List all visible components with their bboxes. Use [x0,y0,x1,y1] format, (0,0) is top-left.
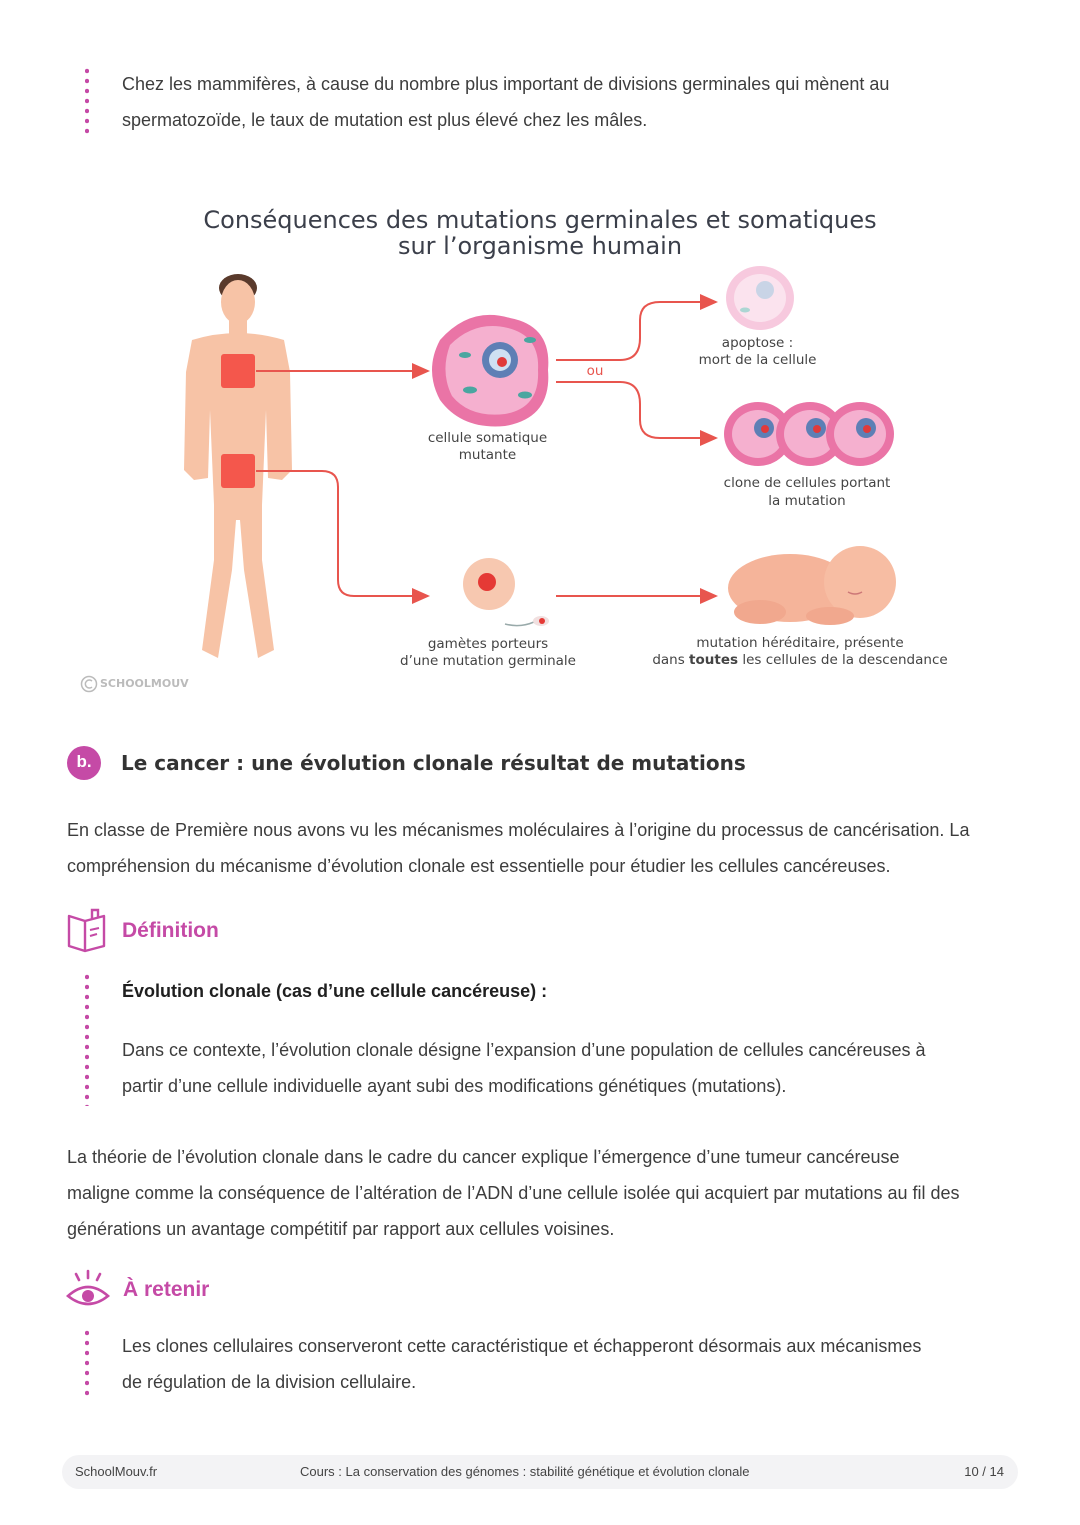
para2-line-1: La théorie de l’évolution clonale dans le cadre du cancer explique l’émergence d’une tumeur cancéreuse [67,1147,900,1167]
copyright-icon [82,677,97,692]
somatic-mutation-marker [221,354,255,388]
book-icon [66,908,108,954]
ou-label: ou [586,363,604,379]
definition-line-1: Dans ce contexte, l’évolution clonale désigne l’expansion d’une population de cellules cancéreuses à [122,1040,926,1060]
apoptosis-cell-illustration [726,266,794,330]
human-body-illustration [184,274,292,658]
definition-term: Évolution clonale (cas d’une cellule cancéreuse) : [122,981,548,1001]
footer-site: SchoolMouv.fr [75,1464,158,1479]
figure-title-line-1: Conséquences des mutations germinales et somatiques [203,206,877,234]
retenir-line-1: Les clones cellulaires conserveront cette caractéristique et échapperont désormais aux mécanismes [122,1336,922,1356]
gametes-label-2: d’une mutation germinale [400,653,576,669]
definition-dots [85,972,89,1106]
retenir-title: À retenir [123,1278,210,1301]
eye-icon [64,1268,112,1312]
hereditary-label-2 [640,652,960,669]
retenir-dots [85,1328,89,1400]
para1-line-2: compréhension du mécanisme d’évolution clonale est essentielle pour étudier les cellules cancéreuses. [67,856,891,876]
clone-cells-illustration [724,402,894,466]
gametes-illustration [463,558,549,626]
clone-label-1: clone de cellules portant [723,475,891,491]
footer-page-number: 10 / 14 [964,1464,1004,1479]
apoptosis-label-1: apoptose : [721,335,794,351]
para1-line-1: En classe de Première nous avons vu les mécanismes moléculaires à l’origine du processus de cancérisation. La [67,820,970,840]
figure-diagram [0,0,1080,720]
hereditary-label-2-pre: dans [652,652,690,668]
arrow-to-clone [556,382,716,438]
page-footer [62,1455,1018,1489]
intro-line-1: Chez les mammifères, à cause du nombre plus important de divisions germinales qui mènent au [122,74,890,94]
somatic-cell-label-2: mutante [458,447,517,463]
figure-title-line-2: sur l’organisme humain [397,232,683,260]
somatic-cell-illustration [432,315,548,427]
section-title: Le cancer : une évolution clonale résultat de mutations [121,751,746,775]
hereditary-label-2-post: les cellules de la descendance [738,652,948,668]
definition-line-2: partir d’une cellule individuelle ayant subi des modifications génétiques (mutations). [122,1076,787,1096]
hereditary-label-2-bold: toutes [689,652,739,668]
hereditary-label-1: mutation héréditaire, présente [696,635,904,651]
somatic-cell-label-1: cellule somatique [427,430,548,446]
copyright-text: SCHOOLMOUV [100,677,189,690]
section-badge: b. [67,746,101,780]
apoptosis-label-2: mort de la cellule [698,352,817,368]
arrow-to-gametes [256,471,428,596]
footer-course: Cours : La conservation des génomes : stabilité génétique et évolution clonale [300,1464,750,1479]
para2-line-3: générations un avantage compétitif par rapport aux cellules voisines. [67,1219,615,1239]
para2-line-2: maligne comme la conséquence de l’altération de l’ADN d’une cellule isolée qui acquiert par mutations au fil des [67,1183,960,1203]
baby-illustration [728,546,896,625]
germinal-mutation-marker [221,454,255,488]
clone-label-2: la mutation [768,493,846,509]
retenir-line-2: de régulation de la division cellulaire. [122,1372,417,1392]
intro-line-2: spermatozoïde, le taux de mutation est plus élevé chez les mâles. [122,110,648,130]
definition-title: Définition [122,919,219,942]
gametes-label-1: gamètes porteurs [427,636,549,652]
